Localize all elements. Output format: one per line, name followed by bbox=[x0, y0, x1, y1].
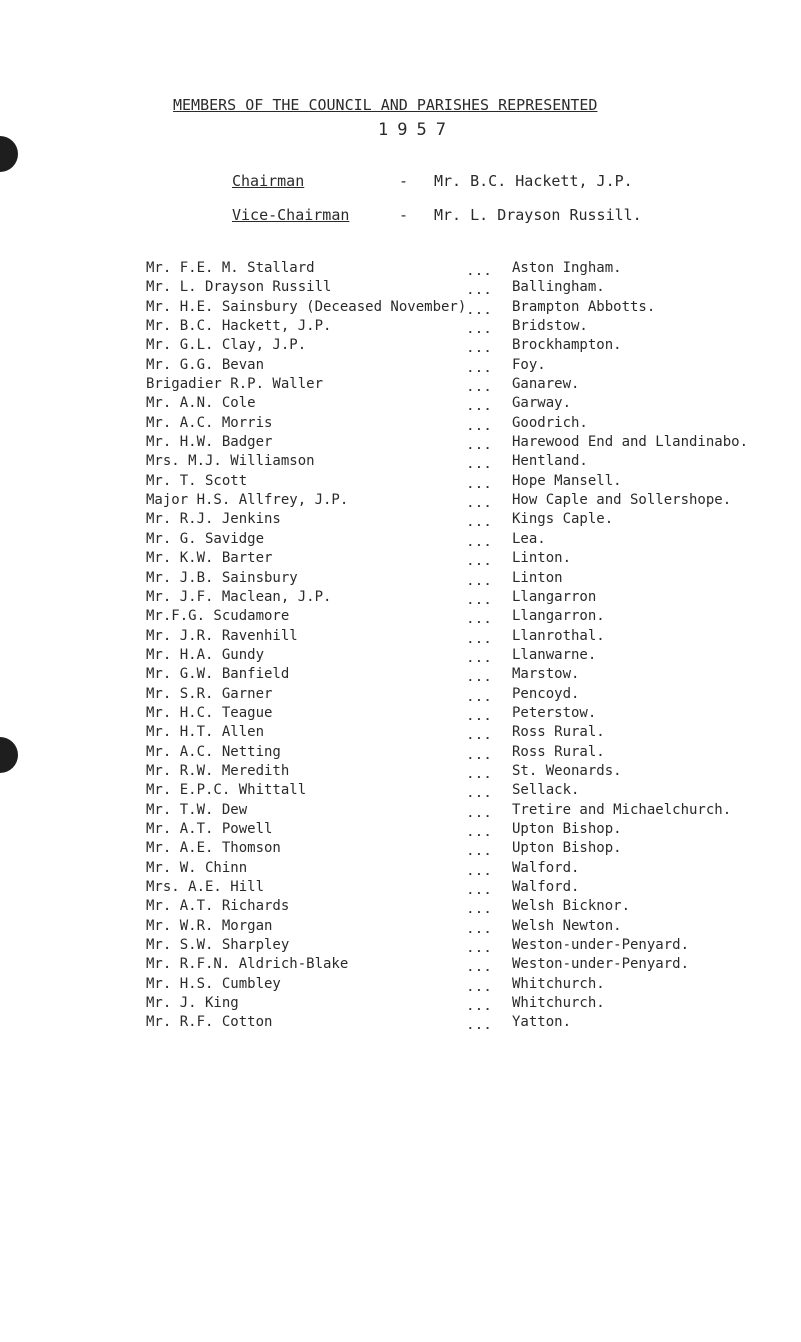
member-parish: Whitchurch. bbox=[512, 995, 605, 1012]
member-name: Mr. H.S. Cumbley bbox=[146, 975, 281, 992]
leader-dots: ... bbox=[467, 825, 493, 839]
member-row bbox=[0, 510, 801, 529]
leader-dots: ... bbox=[467, 1000, 493, 1014]
chairman-name: Mr. B.C. Hackett, J.P. bbox=[434, 172, 633, 190]
member-name: Mr. G. Savidge bbox=[146, 530, 265, 547]
member-name: Brigadier R.P. Waller bbox=[146, 376, 324, 393]
leader-dots: ... bbox=[467, 671, 493, 685]
member-parish: Tretire and Michaelchurch. bbox=[512, 801, 732, 818]
member-row bbox=[0, 414, 801, 433]
member-name: Mrs. M.J. Williamson bbox=[146, 453, 315, 470]
member-name: Mr. A.T. Powell bbox=[146, 820, 273, 837]
leader-dots: ... bbox=[467, 903, 493, 917]
member-row bbox=[0, 298, 801, 317]
member-parish: Linton bbox=[512, 569, 563, 586]
leader-dots: ... bbox=[467, 516, 493, 530]
punch-hole-top bbox=[0, 136, 18, 172]
member-parish: Weston-under-Penyard. bbox=[512, 956, 690, 973]
member-row bbox=[0, 839, 801, 858]
chairman-dash: - bbox=[399, 172, 409, 190]
member-row bbox=[0, 278, 801, 297]
member-row bbox=[0, 433, 801, 452]
member-name: Mr. E.P.C. Whittall bbox=[146, 782, 307, 799]
member-row bbox=[0, 1013, 801, 1032]
leader-dots: ... bbox=[467, 632, 493, 646]
leader-dots: ... bbox=[467, 419, 493, 433]
leader-dots: ... bbox=[467, 942, 493, 956]
leader-dots: ... bbox=[467, 845, 493, 859]
vice-chairman-dash: - bbox=[399, 206, 409, 224]
document-heading: MEMBERS OF THE COUNCIL AND PARISHES REPRESENTED bbox=[173, 96, 598, 114]
leader-dots: ... bbox=[467, 961, 493, 975]
vice-chairman-label: Vice-Chairman bbox=[232, 206, 350, 224]
leader-dots: ... bbox=[467, 342, 493, 356]
member-name: Mr. J.F. Maclean, J.P. bbox=[146, 588, 332, 605]
member-parish: Llangarron. bbox=[512, 608, 605, 625]
member-parish: Walford. bbox=[512, 859, 580, 876]
member-row bbox=[0, 801, 801, 820]
member-parish: Bridstow. bbox=[512, 318, 588, 335]
member-name: Major H.S. Allfrey, J.P. bbox=[146, 492, 349, 509]
member-row bbox=[0, 569, 801, 588]
member-parish: Pencoyd. bbox=[512, 685, 580, 702]
member-name: Mr. L. Drayson Russill bbox=[146, 279, 332, 296]
member-parish: Hope Mansell. bbox=[512, 472, 622, 489]
member-name: Mr. J.B. Sainsbury bbox=[146, 569, 298, 586]
member-row bbox=[0, 452, 801, 471]
leader-dots: ... bbox=[467, 477, 493, 491]
member-row bbox=[0, 607, 801, 626]
member-row bbox=[0, 472, 801, 491]
member-name: Mr. R.W. Meredith bbox=[146, 762, 290, 779]
member-parish: Goodrich. bbox=[512, 414, 588, 431]
member-parish: Welsh Bicknor. bbox=[512, 898, 631, 915]
leader-dots: ... bbox=[467, 729, 493, 743]
leader-dots: ... bbox=[467, 922, 493, 936]
member-name: Mr. H.E. Sainsbury (Deceased November) bbox=[146, 298, 467, 315]
member-parish: Upton Bishop. bbox=[512, 820, 622, 837]
member-row bbox=[0, 723, 801, 742]
member-row bbox=[0, 820, 801, 839]
member-row bbox=[0, 627, 801, 646]
member-name: Mr.F.G. Scudamore bbox=[146, 608, 290, 625]
member-name: Mr. G.L. Clay, J.P. bbox=[146, 337, 307, 354]
member-parish: Harewood End and Llandinabo. bbox=[512, 434, 749, 451]
member-parish: Aston Ingham. bbox=[512, 260, 622, 276]
member-row bbox=[0, 704, 801, 723]
leader-dots: ... bbox=[467, 884, 493, 897]
leader-dots: ... bbox=[467, 767, 493, 781]
member-parish: Brampton Abbotts. bbox=[512, 298, 656, 315]
leader-dots: ... bbox=[467, 864, 493, 878]
leader-dots: ... bbox=[467, 651, 493, 665]
member-row bbox=[0, 491, 801, 510]
member-name: Mr. T. Scott bbox=[146, 472, 248, 489]
leader-dots: ... bbox=[467, 690, 493, 704]
member-parish: Linton. bbox=[512, 550, 572, 567]
leader-dots: ... bbox=[467, 574, 493, 588]
leader-dots: ... bbox=[467, 593, 493, 607]
member-name: Mrs. A.E. Hill bbox=[146, 879, 265, 895]
member-row bbox=[0, 955, 801, 974]
leader-dots: ... bbox=[467, 381, 493, 395]
member-row bbox=[0, 317, 801, 336]
members-list bbox=[0, 259, 801, 1033]
member-row bbox=[0, 549, 801, 568]
member-parish: Lea. bbox=[512, 530, 546, 547]
member-parish: How Caple and Sollershope. bbox=[512, 492, 732, 509]
leader-dots: ... bbox=[467, 709, 493, 723]
member-parish: Llanrothal. bbox=[512, 627, 605, 644]
member-parish: Ballingham. bbox=[512, 279, 605, 296]
member-row bbox=[0, 685, 801, 704]
vice-chairman-name: Mr. L. Drayson Russill. bbox=[434, 206, 642, 224]
leader-dots: ... bbox=[467, 787, 493, 801]
member-parish: Hentland. bbox=[512, 453, 588, 470]
leader-dots: ... bbox=[467, 284, 493, 298]
member-parish: Welsh Newton. bbox=[512, 917, 622, 934]
member-row bbox=[0, 762, 801, 781]
leader-dots: ... bbox=[467, 458, 493, 472]
member-row bbox=[0, 975, 801, 994]
member-name: Mr. R.F.N. Aldrich-Blake bbox=[146, 956, 349, 973]
member-name: Mr. J.R. Ravenhill bbox=[146, 627, 298, 644]
member-row bbox=[0, 588, 801, 607]
leader-dots: ... bbox=[467, 439, 493, 453]
member-name: Mr. A.T. Richards bbox=[146, 898, 290, 915]
member-row bbox=[0, 917, 801, 936]
member-row bbox=[0, 936, 801, 955]
member-name: Mr. G.W. Banfield bbox=[146, 666, 290, 683]
member-row bbox=[0, 859, 801, 878]
member-row bbox=[0, 743, 801, 762]
leader-dots: ... bbox=[467, 361, 493, 375]
member-name: Mr. S.W. Sharpley bbox=[146, 937, 290, 954]
leader-dots: ... bbox=[467, 806, 493, 820]
leader-dots: ... bbox=[467, 980, 493, 994]
member-name: Mr. H.A. Gundy bbox=[146, 646, 265, 663]
member-parish: Foy. bbox=[512, 356, 546, 373]
leader-dots: ... bbox=[467, 265, 493, 278]
leader-dots: ... bbox=[467, 748, 493, 762]
member-parish: Whitchurch. bbox=[512, 975, 605, 992]
member-row bbox=[0, 356, 801, 375]
member-parish: Sellack. bbox=[512, 782, 580, 799]
member-parish: Ganarew. bbox=[512, 376, 580, 393]
member-parish: Yatton. bbox=[512, 1014, 572, 1031]
member-name: Mr. W. Chinn bbox=[146, 859, 248, 876]
member-row bbox=[0, 259, 801, 278]
leader-dots: ... bbox=[467, 555, 493, 569]
member-name: Mr. A.C. Morris bbox=[146, 414, 273, 431]
member-row bbox=[0, 530, 801, 549]
member-row bbox=[0, 897, 801, 916]
member-row bbox=[0, 375, 801, 394]
leader-dots: ... bbox=[467, 323, 493, 337]
member-name: Mr. R.F. Cotton bbox=[146, 1014, 273, 1031]
member-row bbox=[0, 994, 801, 1013]
member-name: Mr. F.E. M. Stallard bbox=[146, 260, 315, 276]
member-name: Mr. H.W. Badger bbox=[146, 434, 273, 451]
leader-dots: ... bbox=[467, 1019, 493, 1033]
leader-dots: ... bbox=[467, 497, 493, 511]
member-parish: Marstow. bbox=[512, 666, 580, 683]
member-parish: Walford. bbox=[512, 879, 580, 895]
member-row bbox=[0, 336, 801, 355]
member-parish: Garway. bbox=[512, 395, 572, 412]
leader-dots: ... bbox=[467, 535, 493, 549]
member-parish: Peterstow. bbox=[512, 704, 597, 721]
member-name: Mr. J. King bbox=[146, 995, 239, 1012]
member-parish: Weston-under-Penyard. bbox=[512, 937, 690, 954]
member-name: Mr. A.E. Thomson bbox=[146, 840, 281, 857]
member-parish: Upton Bishop. bbox=[512, 840, 622, 857]
member-name: Mr. A.C. Netting bbox=[146, 743, 281, 760]
member-parish: Ross Rural. bbox=[512, 743, 605, 760]
member-row bbox=[0, 665, 801, 684]
member-row bbox=[0, 646, 801, 665]
member-name: Mr. T.W. Dew bbox=[146, 801, 248, 818]
member-name: Mr. A.N. Cole bbox=[146, 395, 256, 412]
leader-dots: ... bbox=[467, 303, 493, 317]
document-year: 1957 bbox=[378, 120, 455, 140]
member-parish: Llanwarne. bbox=[512, 646, 597, 663]
member-name: Mr. S.R. Garner bbox=[146, 685, 273, 702]
member-parish: Brockhampton. bbox=[512, 337, 622, 354]
member-name: Mr. R.J. Jenkins bbox=[146, 511, 281, 528]
member-row bbox=[0, 878, 801, 897]
member-parish: Kings Caple. bbox=[512, 511, 614, 528]
leader-dots: ... bbox=[467, 613, 493, 627]
member-name: Mr. B.C. Hackett, J.P. bbox=[146, 318, 332, 335]
member-name: Mr. H.T. Allen bbox=[146, 724, 265, 741]
member-name: Mr. G.G. Bevan bbox=[146, 356, 265, 373]
member-name: Mr. W.R. Morgan bbox=[146, 917, 273, 934]
member-parish: Ross Rural. bbox=[512, 724, 605, 741]
member-row bbox=[0, 781, 801, 800]
chairman-label: Chairman bbox=[232, 172, 305, 190]
member-row bbox=[0, 394, 801, 413]
member-parish: Llangarron bbox=[512, 588, 597, 605]
member-name: Mr. H.C. Teague bbox=[146, 704, 273, 721]
member-name: Mr. K.W. Barter bbox=[146, 550, 273, 567]
member-parish: St. Weonards. bbox=[512, 762, 622, 779]
leader-dots: ... bbox=[467, 400, 493, 414]
